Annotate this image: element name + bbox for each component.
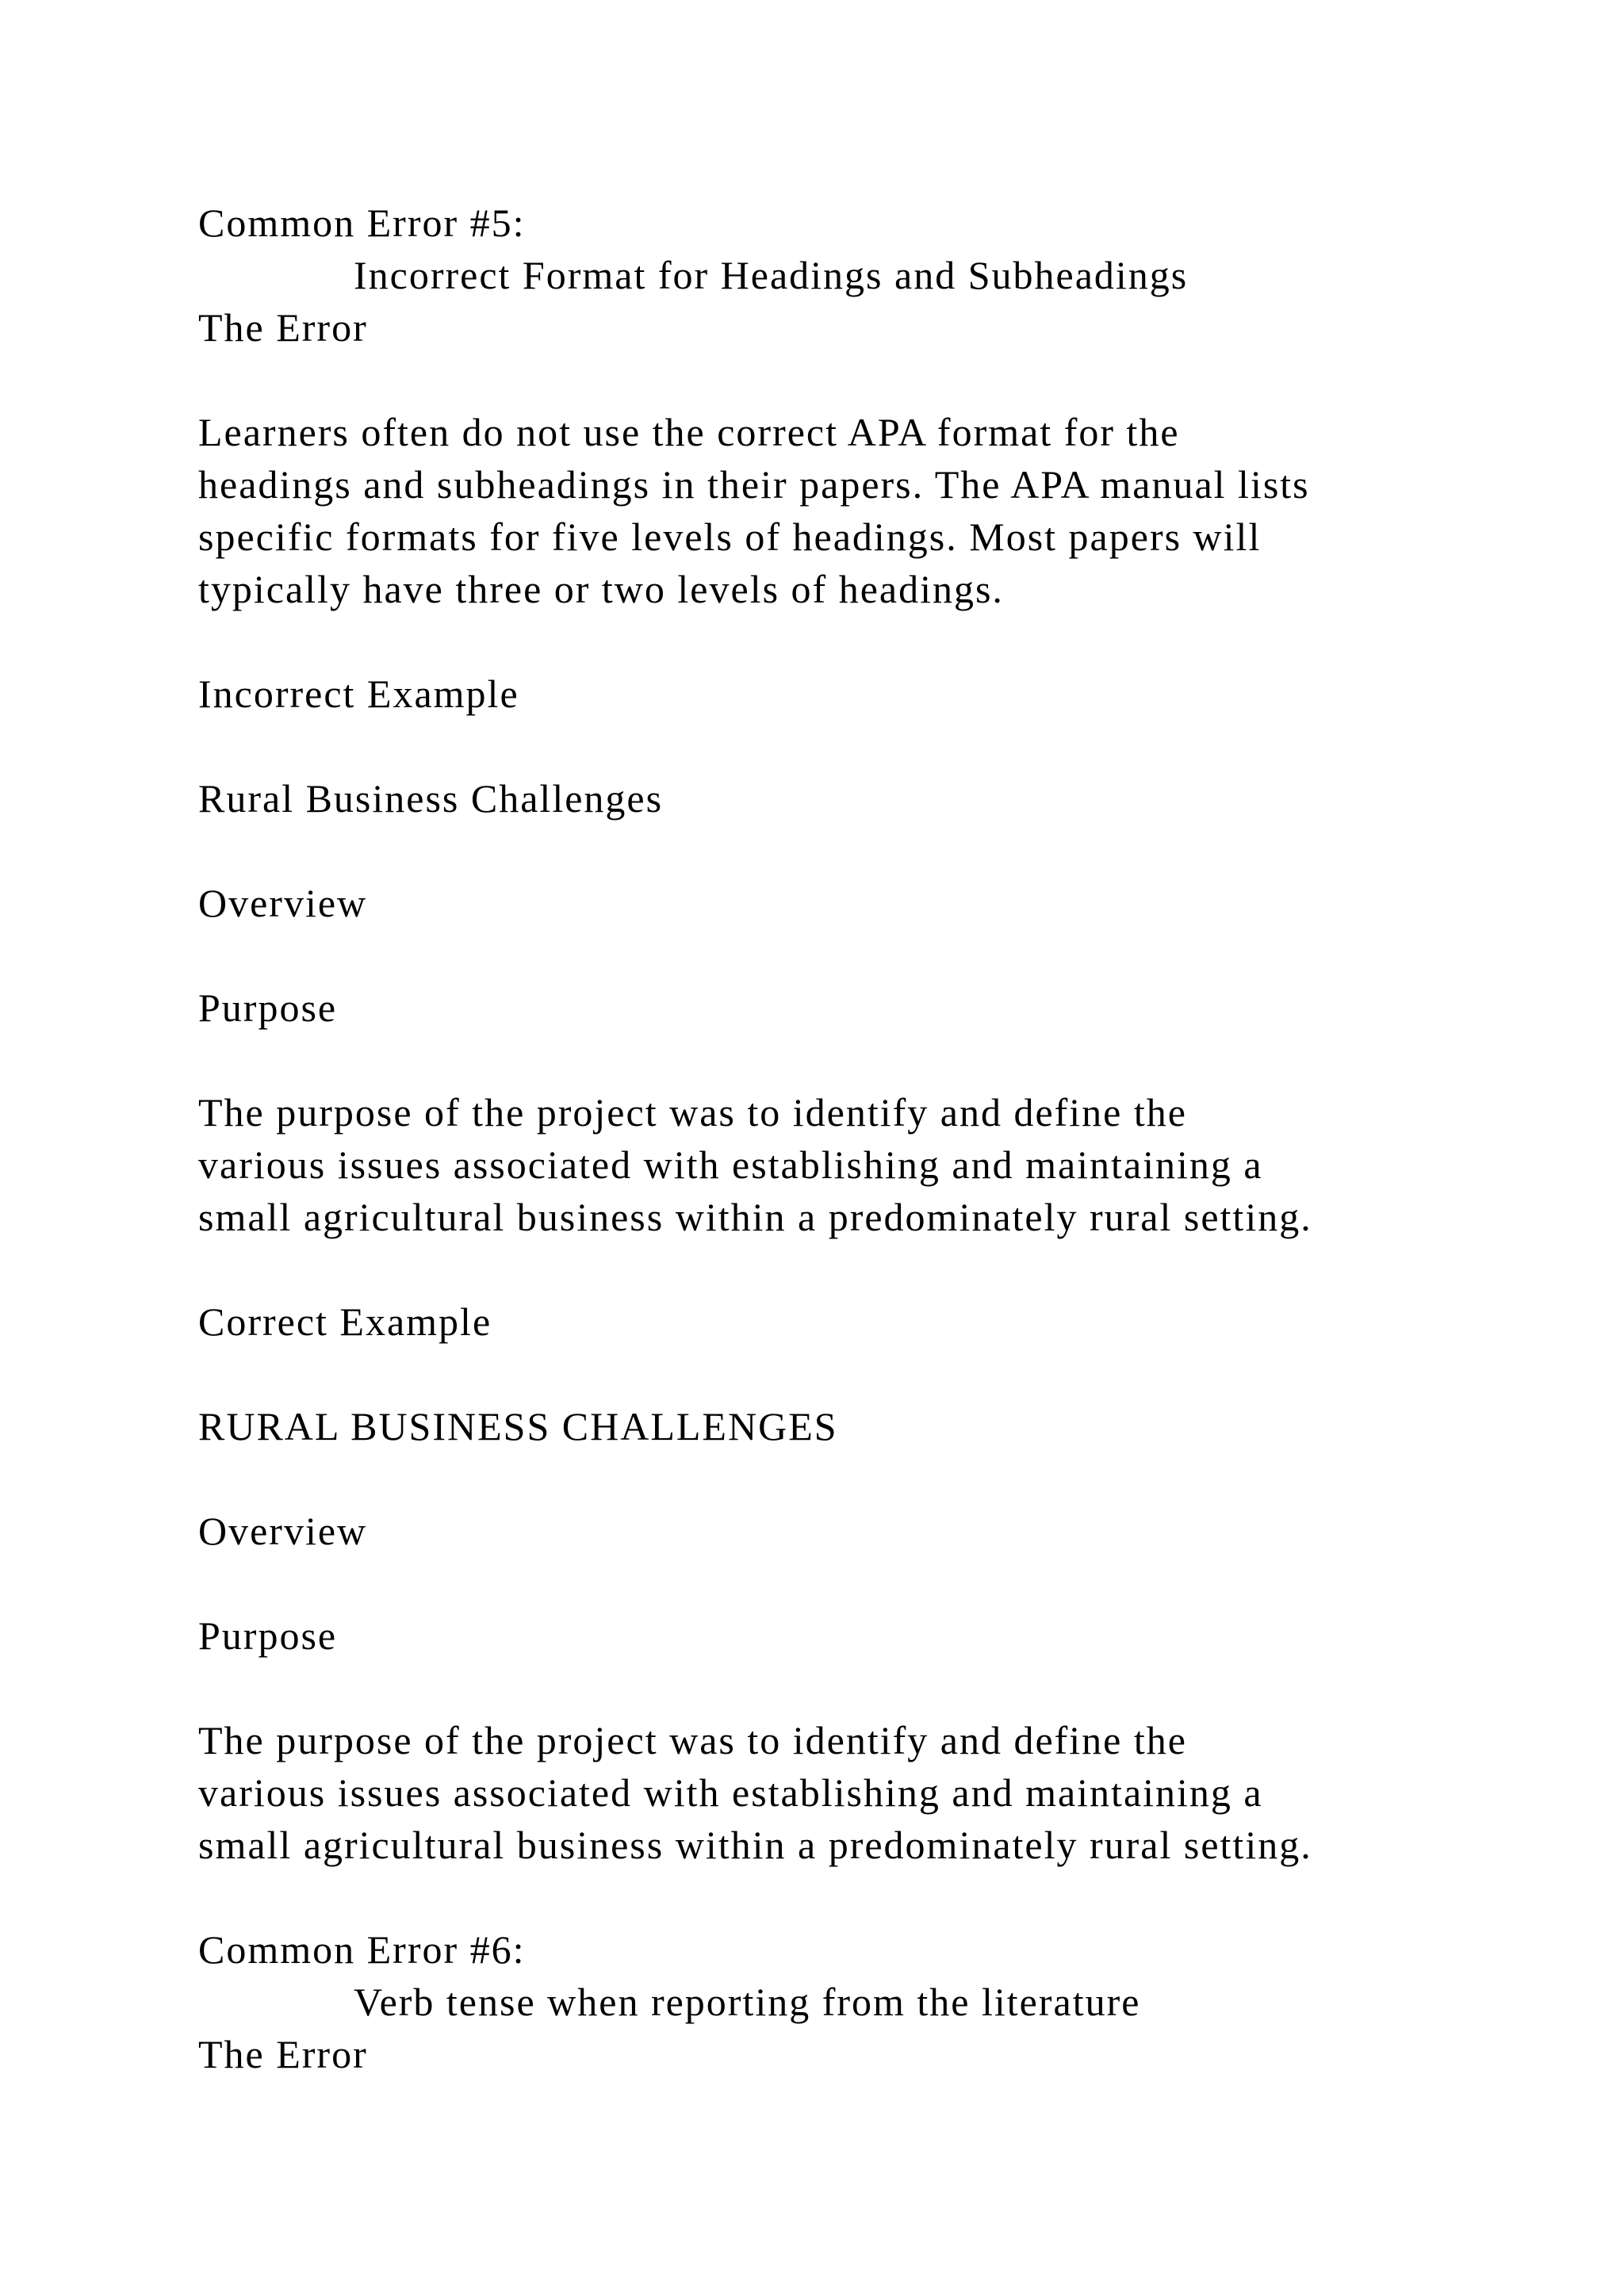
error-text-line: Learners often do not use the correct APA format for the [198,410,1180,454]
incorrect-body-line: various issues associated with establishing and maintaining a [198,1142,1263,1187]
section5-subheading: Incorrect Format for Headings and Subheadings [354,253,1189,297]
section5-heading: Common Error #5: [198,201,526,245]
error-text-line: headings and subheadings in their papers. The APA manual lists [198,462,1310,507]
correct-example-level3: Purpose [198,1613,338,1658]
incorrect-example-level3: Purpose [198,985,338,1030]
section6-heading: Common Error #6: [198,1927,526,1972]
incorrect-example-label: Incorrect Example [198,672,519,716]
correct-body-line: The purpose of the project was to identify and define the [198,1718,1187,1762]
error-text-line: typically have three or two levels of headings. [198,567,1004,611]
error-text-line: specific formats for five levels of headings. Most papers will [198,515,1262,559]
section6-subheading: Verb tense when reporting from the literature [354,1980,1141,2024]
section6-error-label: The Error [198,2032,368,2076]
correct-example-level2: Overview [198,1509,368,1553]
incorrect-body-line: small agricultural business within a predominately rural setting. [198,1195,1312,1239]
correct-example-label: Correct Example [198,1299,492,1344]
correct-example-title: RURAL BUSINESS CHALLENGES [198,1404,838,1448]
section5-error-label: The Error [198,305,368,350]
correct-body-line: small agricultural business within a predominately rural setting. [198,1823,1312,1867]
incorrect-example-level2: Overview [198,881,368,925]
correct-body-line: various issues associated with establishing and maintaining a [198,1770,1263,1815]
incorrect-example-title: Rural Business Challenges [198,776,664,821]
incorrect-body-line: The purpose of the project was to identify and define the [198,1090,1187,1135]
